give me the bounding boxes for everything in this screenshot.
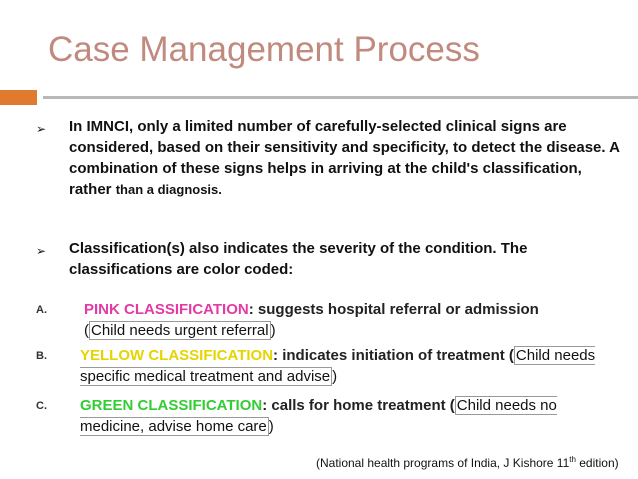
paragraph-imnci-main: In IMNCI, only a limited number of carefully-selected clinical signs are considered, based on their sensitivity and specificity, to detect the disease. A combination of these signs helps in arriving at the child's classification, rather [69, 118, 620, 198]
yellow-classification-label: YELLOW CLASSIFICATION [80, 347, 274, 364]
arrow-bullet-icon: ➢ [36, 244, 47, 258]
pink-classification-note: Child needs urgent referral [91, 322, 269, 339]
item-letter-c: C. [36, 400, 47, 412]
green-classification-note: Child needs no medicine, advise home care [80, 397, 557, 435]
list-item-yellow: YELLOW CLASSIFICATION: indicates initiation of treatment ( Child needs specific medical treatment and advise ) [80, 347, 596, 385]
title-divider [43, 96, 638, 99]
pink-classification-desc: : suggests hospital referral or admission [248, 301, 539, 318]
pink-classification-label: PINK CLASSIFICATION [84, 301, 249, 318]
slide-title: Case Management Process [48, 30, 480, 69]
paragraph-imnci [69, 116, 624, 200]
item-letter-b: B. [36, 350, 47, 362]
list-item-green: GREEN CLASSIFICATION: calls for home treatment ( Child needs no medicine, advise home care ) [80, 397, 557, 435]
yellow-classification-note: Child needs specific medical treatment and advise [80, 347, 596, 385]
green-classification-label: GREEN CLASSIFICATION [80, 397, 263, 414]
paragraph-classification: Classification(s) also indicates the severity of the condition. The classifications are color coded: [69, 240, 528, 278]
item-letter-a: A. [36, 304, 47, 316]
title-accent-bar [0, 90, 37, 105]
list-item-pink: PINK CLASSIFICATION: suggests hospital referral or admission ( Child needs urgent referral ) [84, 301, 539, 339]
arrow-bullet-icon: ➢ [36, 122, 47, 136]
source-citation: (National health programs of India, J Kishore 11th edition) [316, 455, 619, 470]
paragraph-imnci-tail: than a diagnosis. [115, 182, 222, 197]
yellow-classification-desc: : indicates initiation of treatment ( [273, 347, 514, 364]
green-classification-desc: : calls for home treatment ( [262, 397, 455, 414]
